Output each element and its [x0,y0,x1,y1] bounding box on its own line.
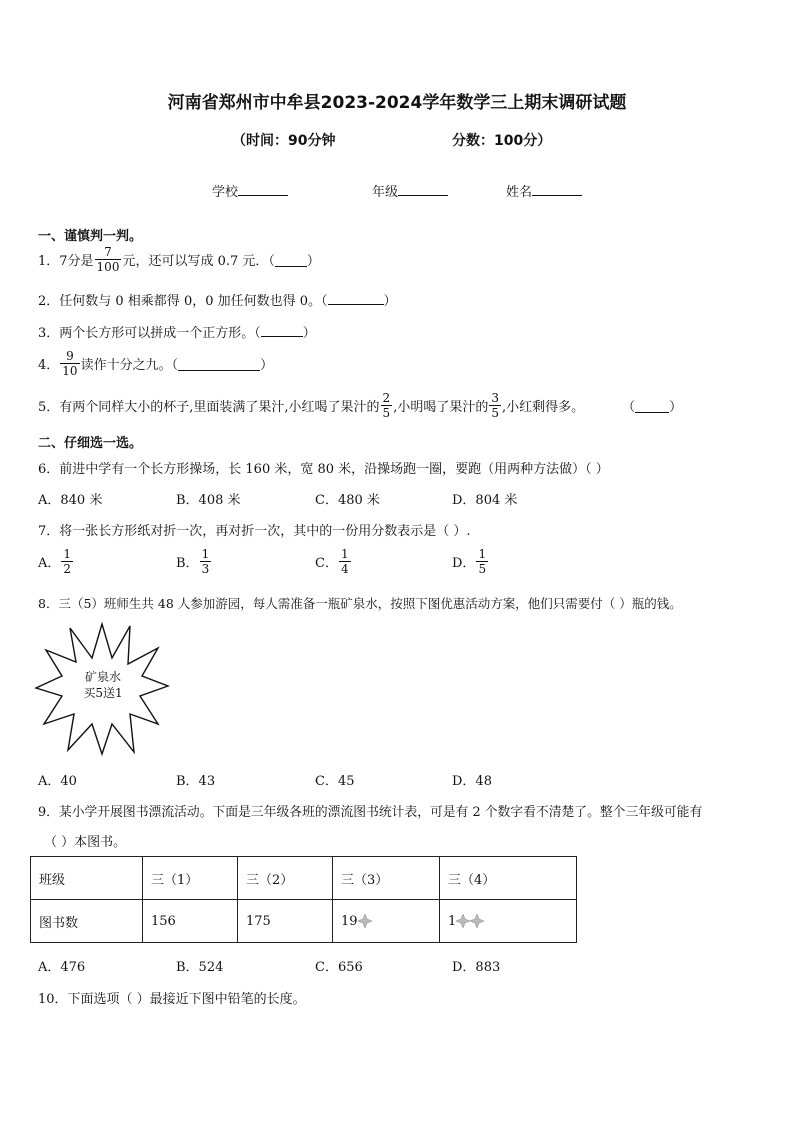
q6-option-d: D．804 米 [452,493,518,508]
question-5: 5．有两个同样大小的杯子,里面装满了果汁,小红喝了果汁的 $\frac{2}{5}$ ,小明喝了果汁的 $\frac{3}{5}$ ,小红剩得多。 （ ） [38,391,683,420]
table-cell: 图书数 [31,900,143,943]
table-cell: 156 [143,900,238,943]
q7-option-c: C． $\frac{1}{4}$ [315,547,349,576]
q9-option-a: A．476 [38,960,86,975]
table-cell: 175 [238,900,333,943]
exam-time: （时间：90分钟 [232,133,336,149]
question-1: 1．7分是 $\frac{7}{100}$ 元，还可以写成 0.7 元．（ ） [38,245,320,274]
question-8: 8．三（5）班师生共 48 人参加游园，每人需准备一瓶矿泉水，按照下图优惠活动方案，他们只需要付（ ）瓶的钱。 [38,596,682,611]
q8-option-c: C．45 [315,774,355,789]
table-row [31,857,577,900]
question-9-line2: （ ）本图书。 [44,835,127,850]
q8-option-a: A．40 [38,774,77,789]
books-table [30,856,577,943]
smudge-icon [358,914,372,928]
table-cell: 1 [440,900,577,943]
question-4: 4． $\frac{9}{10}$ 读作十分之九。（ ） [38,349,274,378]
burst-text-line1: 矿泉水 [84,670,121,684]
table-cell: 三（4） [440,857,577,900]
page-title: 河南省郑州市中牟县2023-2024学年数学三上期末调研试题 [167,93,627,113]
exam-score: 分数：100分） [452,133,552,149]
section-1-heading: 一、谨慎判一判。 [38,229,143,244]
burst-text-line2: 买5送1 [83,686,123,700]
question-7: 7．将一张长方形纸对折一次，再对折一次，其中的一份用分数表示是（ ）. [38,524,471,539]
q8-option-d: D．48 [452,774,492,789]
q6-option-b: B．408 米 [176,493,241,508]
question-2: 2．任何数与 0 相乘都得 0，0 加任何数也得 0。（ ） [38,290,397,309]
q7-option-a: A． $\frac{1}{2}$ [38,547,72,576]
fraction-9-10: $\frac{9}{10}$ [62,349,78,378]
question-10: 10．下面选项（ ）最接近下图中铅笔的长度。 [38,992,306,1007]
table-cell: 班级 [31,857,143,900]
name-field: 姓名 [506,181,582,200]
q8-option-b: B．43 [176,774,216,789]
grade-field: 年级 [372,181,448,200]
q6-option-a: A．840 米 [38,493,103,508]
fraction-7-100: $\frac{7}{100}$ [96,245,120,274]
q9-option-d: D．883 [452,960,501,975]
table-cell: 三（2） [238,857,333,900]
question-6: 6．前进中学有一个长方形操场，长 160 米，宽 80 米，沿操场跑一圈，要跑（用两种方法做）（ ） [38,462,609,477]
table-cell: 三（3） [333,857,440,900]
table-row [31,900,577,943]
school-field: 学校 [212,181,288,200]
smudge-icon [456,914,470,928]
question-3: 3．两个长方形可以拼成一个正方形。（ ） [38,322,316,341]
q9-option-c: C．656 [315,960,363,975]
section-2-heading: 二、仔细选一选。 [38,436,143,451]
q6-option-c: C．480 米 [315,493,380,508]
q9-option-b: B．524 [176,960,224,975]
fraction-2-5: $\frac{2}{5}$ [382,391,391,420]
q7-option-d: D． $\frac{1}{5}$ [452,547,487,576]
question-9-line1: 9．某小学开展图书漂流活动。下面是三年级各班的漂流图书统计表，可是有 2 个数字看不清楚了。整个三年级可能有 [38,805,703,820]
table-cell: 三（1） [143,857,238,900]
smudge-icon [470,914,484,928]
table-cell: 19 [333,900,440,943]
q7-option-b: B． $\frac{1}{3}$ [176,547,210,576]
fraction-3-5: $\frac{3}{5}$ [491,391,499,420]
